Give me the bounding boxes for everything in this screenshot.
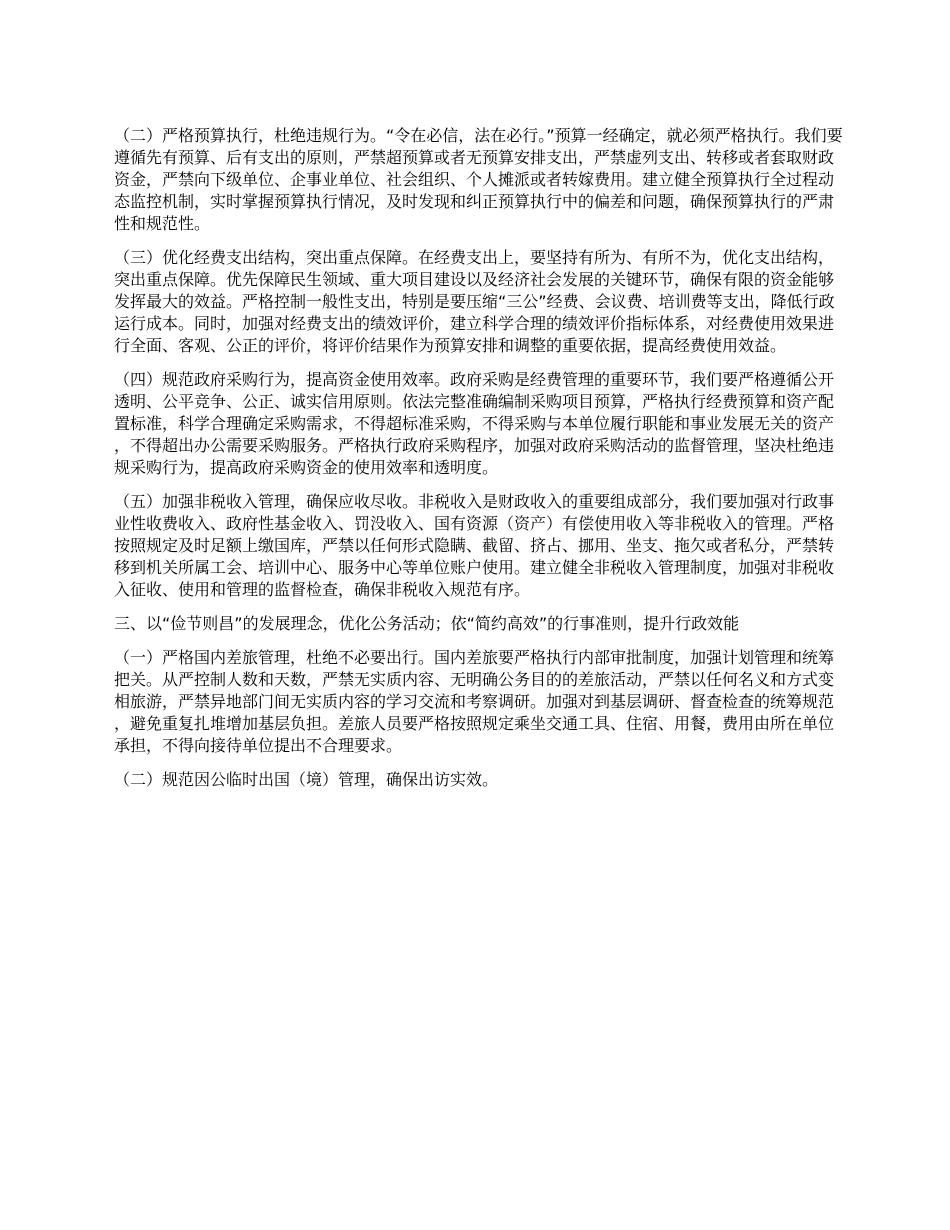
paragraph-government-procurement: （四）规范政府采购行为，提高资金使用效率。政府采购是经费管理的重要环节，我们要严格遵循公开透明、公平竞争、公正、诚实信用原则。依法完整准确编制采购项目预算，严格执行经费预算和资产配置标准，科学合理确定采购需求，不得超标准采购，不得采购与本单位履行职能和事业发展无关的资产，不得超出办公需要采购服务。严格执行政府采购程序，加强对政府采购活动的监督管理，坚决杜绝违规采购行为，提高政府采购资金的使用效率和透明度。 <box>114 370 835 477</box>
paragraph-non-tax-revenue: （五）加强非税收入管理，确保应收尽收。非税收入是财政收入的重要组成部分，我们要加强对行政事业性收费收入、政府性基金收入、罚没收入、国有资源（资产）有偿使用收入等非税收入的管理。严格按照规定及时足额上缴国库，严禁以任何形式隐瞒、截留、挤占、挪用、坐支、拖欠或者私分，严禁转移到机关所属工会、培训中心、服务中心等单位账户使用。建立健全非税收入管理制度，加强对非税收入征收、使用和管理的监督检查，确保非税收入规范有序。 <box>114 492 835 599</box>
document-body <box>114 125 844 803</box>
paragraph-expenditure-structure: （三）优化经费支出结构，突出重点保障。在经费支出上，要坚持有所为、有所不为，优化支出结构，突出重点保障。优先保障民生领域、重大项目建设以及经济社会发展的关键环节，确保有限的资金能够发挥最大的效益。严格控制一般性支出，特别是要压缩“三公”经费、会议费、培训费等支出，降低行政运行成本。同时，加强对经费支出的绩效评价，建立科学合理的绩效评价指标体系，对经费使用效果进行全面、客观、公正的评价，将评价结果作为预算安排和调整的重要依据，提高经费使用效益。 <box>114 248 835 355</box>
section-heading-three: 三、以“俭节则昌”的发展理念，优化公务活动；依“简约高效”的行事准则，提升行政效能 <box>114 614 740 633</box>
paragraph-overseas-visits: （二）规范因公临时出国（境）管理，确保出访实效。 <box>114 770 499 789</box>
paragraph-domestic-travel: （一）严格国内差旅管理，杜绝不必要出行。国内差旅要严格执行内部审批制度，加强计划管理和统筹把关。从严控制人数和天数，严禁无实质内容、无明确公务目的的差旅活动，严禁以任何名义和方式变相旅游，严禁异地部门间无实质内容的学习交流和考察调研。加强对到基层调研、督查检查的统筹规范，避免重复扎堆增加基层负担。差旅人员要严格按照规定乘坐交通工具、住宿、用餐，费用由所在单位承担，不得向接待单位提出不合理要求。 <box>114 648 835 755</box>
paragraph-budget-execution: （二）严格预算执行，杜绝违规行为。“令在必信，法在必行。”预算一经确定，就必须严格执行。我们要遵循先有预算、后有支出的原则，严禁超预算或者无预算安排支出，严禁虚列支出、转移或者套取财政资金，严禁向下级单位、企事业单位、社会组织、个人摊派或者转嫁费用。建立健全预算执行全过程动态监控机制，实时掌握预算执行情况，及时发现和纠正预算执行中的偏差和问题，确保预算执行的严肃性和规范性。 <box>114 126 843 233</box>
